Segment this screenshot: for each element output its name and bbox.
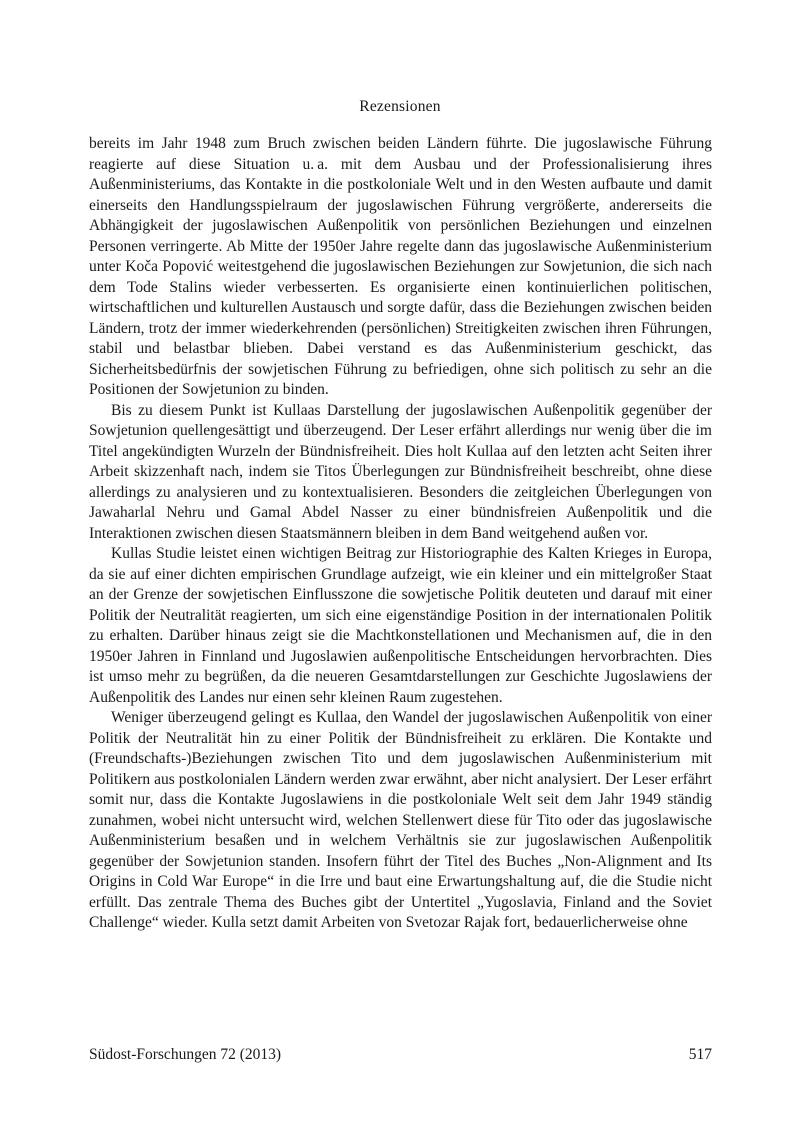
- page-footer: [89, 1046, 712, 1064]
- paragraph-4: Weniger überzeugend gelingt es Kullaa, den Wandel der jugoslawischen Außenpolitik von einer Politik der Neutralität hin zu einer Politik der Bündnisfreiheit zu erklären. Die Kontakte und (Freundschafts-)Beziehungen zwischen Tito und dem jugoslawischen Außenministerium mit Politikern aus postkolonialen Ländern werden zwar erwähnt, aber nicht analysiert. Der Leser erfährt somit nur, dass die Kontakte Jugoslawiens in die postkoloniale Welt seit dem Jahr 1949 ständig zunahmen, wobei nicht untersucht wird, welchen Stellenwert diese für Tito oder das jugoslawische Außenministerium besaßen und in welchem Verhältnis sie zur jugoslawischen Außenpolitik gegenüber der Sowjetunion standen. Insofern führt der Titel des Buches „Non-Alignment and Its Origins in Cold War Europe“ in die Irre und baut eine Erwartungshaltung auf, die die Studie nicht erfüllt. Das zentrale Thema des Buches gibt der Untertitel „Yugoslavia, Finland and the Soviet Challenge“ wieder. Kulla setzt damit Arbeiten von Svetozar Rajak fort, bedauerlicherweise ohne: [89, 709, 712, 931]
- page-number: 517: [688, 1046, 712, 1063]
- running-title: Rezensionen: [359, 98, 441, 115]
- paragraph-3: Kullas Studie leistet einen wichtigen Beitrag zur Historiographie des Kalten Krieges in Europa, da sie auf einer dichten empirischen Grundlage aufzeigt, wie ein kleiner und ein mittelgroßer Staat an der Grenze der sowjetischen Einflusszone die sowjetische Politik deuteten und darauf mit einer Politik der Neutralität reagierten, um sich eine eigenständige Position in der internationalen Politik zu erhalten. Darüber hinaus zeigt sie die Machtkonstellationen und Mechanismen auf, die in den 1950er Jahren in Finnland und Jugoslawien außenpolitische Entscheidungen hervorbrachten. Dies ist umso mehr zu begrüßen, da die neueren Gesamtdarstellungen zur Geschichte Jugoslawiens der Außenpolitik des Landes nur einen sehr kleinen Raum zugestehen.: [89, 545, 712, 706]
- paragraph-2: Bis zu diesem Punkt ist Kullaas Darstellung der jugoslawischen Außenpolitik gegenüber der Sowjetunion quellengesättigt und überzeugend. Der Leser erfährt allerdings nur wenig über die im Titel angekündigten Wurzeln der Bündnisfreiheit. Dies holt Kullaa auf den letzten acht Seiten ihrer Arbeit skizzenhaft nach, indem sie Titos Überlegungen zur Bündnisfreiheit beschreibt, ohne diese allerdings zu analysieren und zu kontextualisieren. Besonders die zeitgleichen Überlegungen von Jawaharlal Nehru und Gamal Abdel Nasser zu einer bündnisfreien Außenpolitik und die Interaktionen zwischen diesen Staatsmännern bleiben in dem Band weitgehend außen vor.: [89, 401, 712, 542]
- body-text: [89, 134, 712, 934]
- journal-citation: Südost-Forschungen 72 (2013): [89, 1046, 282, 1063]
- paragraph-1: bereits im Jahr 1948 zum Bruch zwischen beiden Ländern führte. Die jugoslawische Führung reagierte auf diese Situation u. a. mit dem Ausbau und der Professionalisierung ihres Außenministeriums, das Kontakte in die postkoloniale Welt und in den Westen aufbaute und damit einerseits den Handlungsspielraum der jugoslawischen Führung vergrößerte, andererseits die Abhängigkeit der jugoslawischen Außenpolitik von persönlichen Beziehungen und einzelnen Personen verringerte. Ab Mitte der 1950er Jahre regelte dann das jugoslawische Außenministerium unter Koča Popović weitestgehend die jugoslawischen Beziehungen zur Sowjetunion, die sich nach dem Tode Stalins wieder verbesserten. Es organisierte einen kontinuierlichen politischen, wirtschaftlichen und kulturellen Austausch und sorgte dafür, dass die Beziehungen zwischen beiden Ländern, trotz der immer wiederkehrenden (persönlichen) Streitigkeiten zwischen ihren Führungen, stabil und belastbar blieben. Dabei verstand es das Außenministerium geschickt, das Sicherheitsbedürfnis der sowjetischen Führung zu befriedigen, ohne sich politisch zu sehr an die Positionen der Sowjetunion zu binden.: [89, 135, 712, 398]
